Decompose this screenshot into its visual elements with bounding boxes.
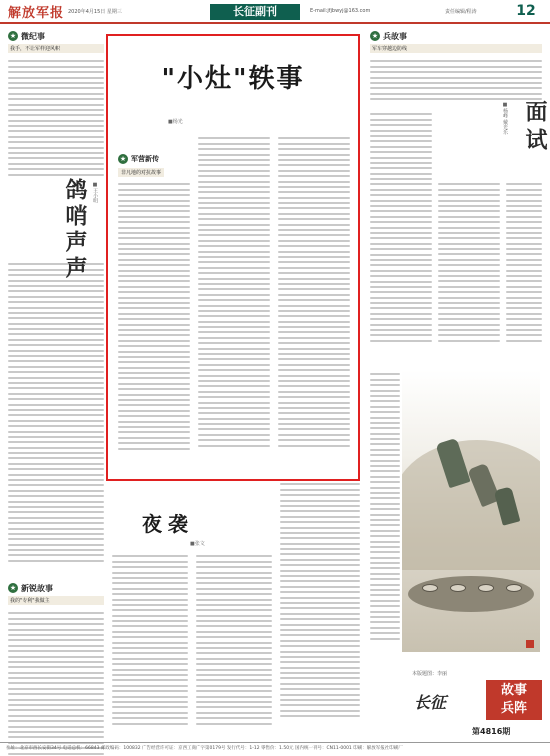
illustration-table <box>408 576 534 612</box>
sub-section-heading <box>118 154 159 164</box>
interview-body-col-2 <box>438 180 500 360</box>
interview-body-col-3 <box>506 180 542 360</box>
section-label: 新锐故事 <box>21 583 53 593</box>
date-line: 2020年4月15日 星期三 <box>68 9 122 15</box>
star-icon: ★ <box>119 155 127 163</box>
pigeon-article-title: 鸽哨声声 <box>62 178 88 282</box>
pigeon-body-text <box>8 260 104 580</box>
illustration-bowl <box>450 584 466 592</box>
night-raid-body-col-3 <box>280 480 360 738</box>
article-subtitle: 军车穿越边防线 <box>370 44 542 53</box>
series-badge-line2: 兵阵 <box>500 701 527 716</box>
night-raid-body-col-1 <box>112 552 188 738</box>
main-article-byline: ■杨光 <box>168 119 183 125</box>
artist-seal-stamp <box>526 640 534 648</box>
illustration-bowl <box>478 584 494 592</box>
section-heading-new-story <box>8 582 104 594</box>
article-subtitle: 我的"专利"我做主 <box>8 596 104 605</box>
main-article-title: "小灶"轶事 <box>161 64 305 94</box>
section-heading-soldier-story <box>370 30 542 42</box>
illustration-bowl <box>422 584 438 592</box>
star-icon: ★ <box>9 584 17 592</box>
issue-number: 第4816期 <box>472 727 511 736</box>
masthead-logo: 解放军报 <box>8 6 65 21</box>
night-raid-body-col-2 <box>196 552 272 738</box>
section-heading-micro-record <box>8 30 104 42</box>
illustration-hill <box>402 440 540 570</box>
column-logo: 长征 <box>414 693 447 712</box>
new-story-section <box>8 582 104 756</box>
sub-section-label: 军营新传 <box>131 155 159 163</box>
editor-line: 责任编辑/程涛 <box>445 9 477 15</box>
page-number: 12 <box>516 3 536 19</box>
illustration-soldiers <box>402 370 540 652</box>
sub-section-subtitle: 非凡地的对抗故事 <box>118 168 164 177</box>
section-title: 长征副刊 <box>210 4 300 20</box>
section-label: 兵故事 <box>383 31 407 41</box>
star-icon: ★ <box>371 32 379 40</box>
page-footer: 社址：北京市西长安街34号 电话总机：66843 邮政编码：100832 广告经营许可证：京西工商广字第0179号 发行代号：1-12 零售价：1.50元 国内统一刊号：CN11-0001 印刷：解放军报社印刷厂 <box>0 742 550 756</box>
page-header <box>0 0 550 24</box>
article-body-text <box>370 57 542 113</box>
illustration-caption: 本版题图：李丽 <box>412 671 448 677</box>
interview-body-col-1 <box>370 110 432 360</box>
article-subtitle: 我手，不让军样迎风帜 <box>8 44 104 53</box>
interview-article-title: 面试 <box>522 100 548 156</box>
star-icon: ★ <box>9 32 17 40</box>
interview-article-author: ■杨峰 戴光乐 <box>502 102 508 135</box>
main-article-col-2 <box>198 134 270 470</box>
series-badge-line1: 故事 <box>500 683 527 698</box>
series-badge <box>486 680 542 720</box>
interview-body-lower <box>370 370 400 670</box>
section-label: 微纪事 <box>21 31 45 41</box>
night-raid-title: 夜袭 <box>142 512 194 536</box>
night-raid-author: ■张文 <box>190 541 205 547</box>
main-article <box>106 34 360 481</box>
left-column <box>8 30 104 736</box>
article-body-text <box>8 609 104 756</box>
pigeon-article-author: ■王小明 <box>92 182 98 203</box>
main-article-col-1 <box>118 180 190 470</box>
main-article-col-3 <box>278 134 350 470</box>
article-body-text <box>8 57 104 187</box>
email-line[interactable]: E-mail:jfjbwyj@163.com <box>310 8 371 14</box>
illustration-bowl <box>506 584 522 592</box>
